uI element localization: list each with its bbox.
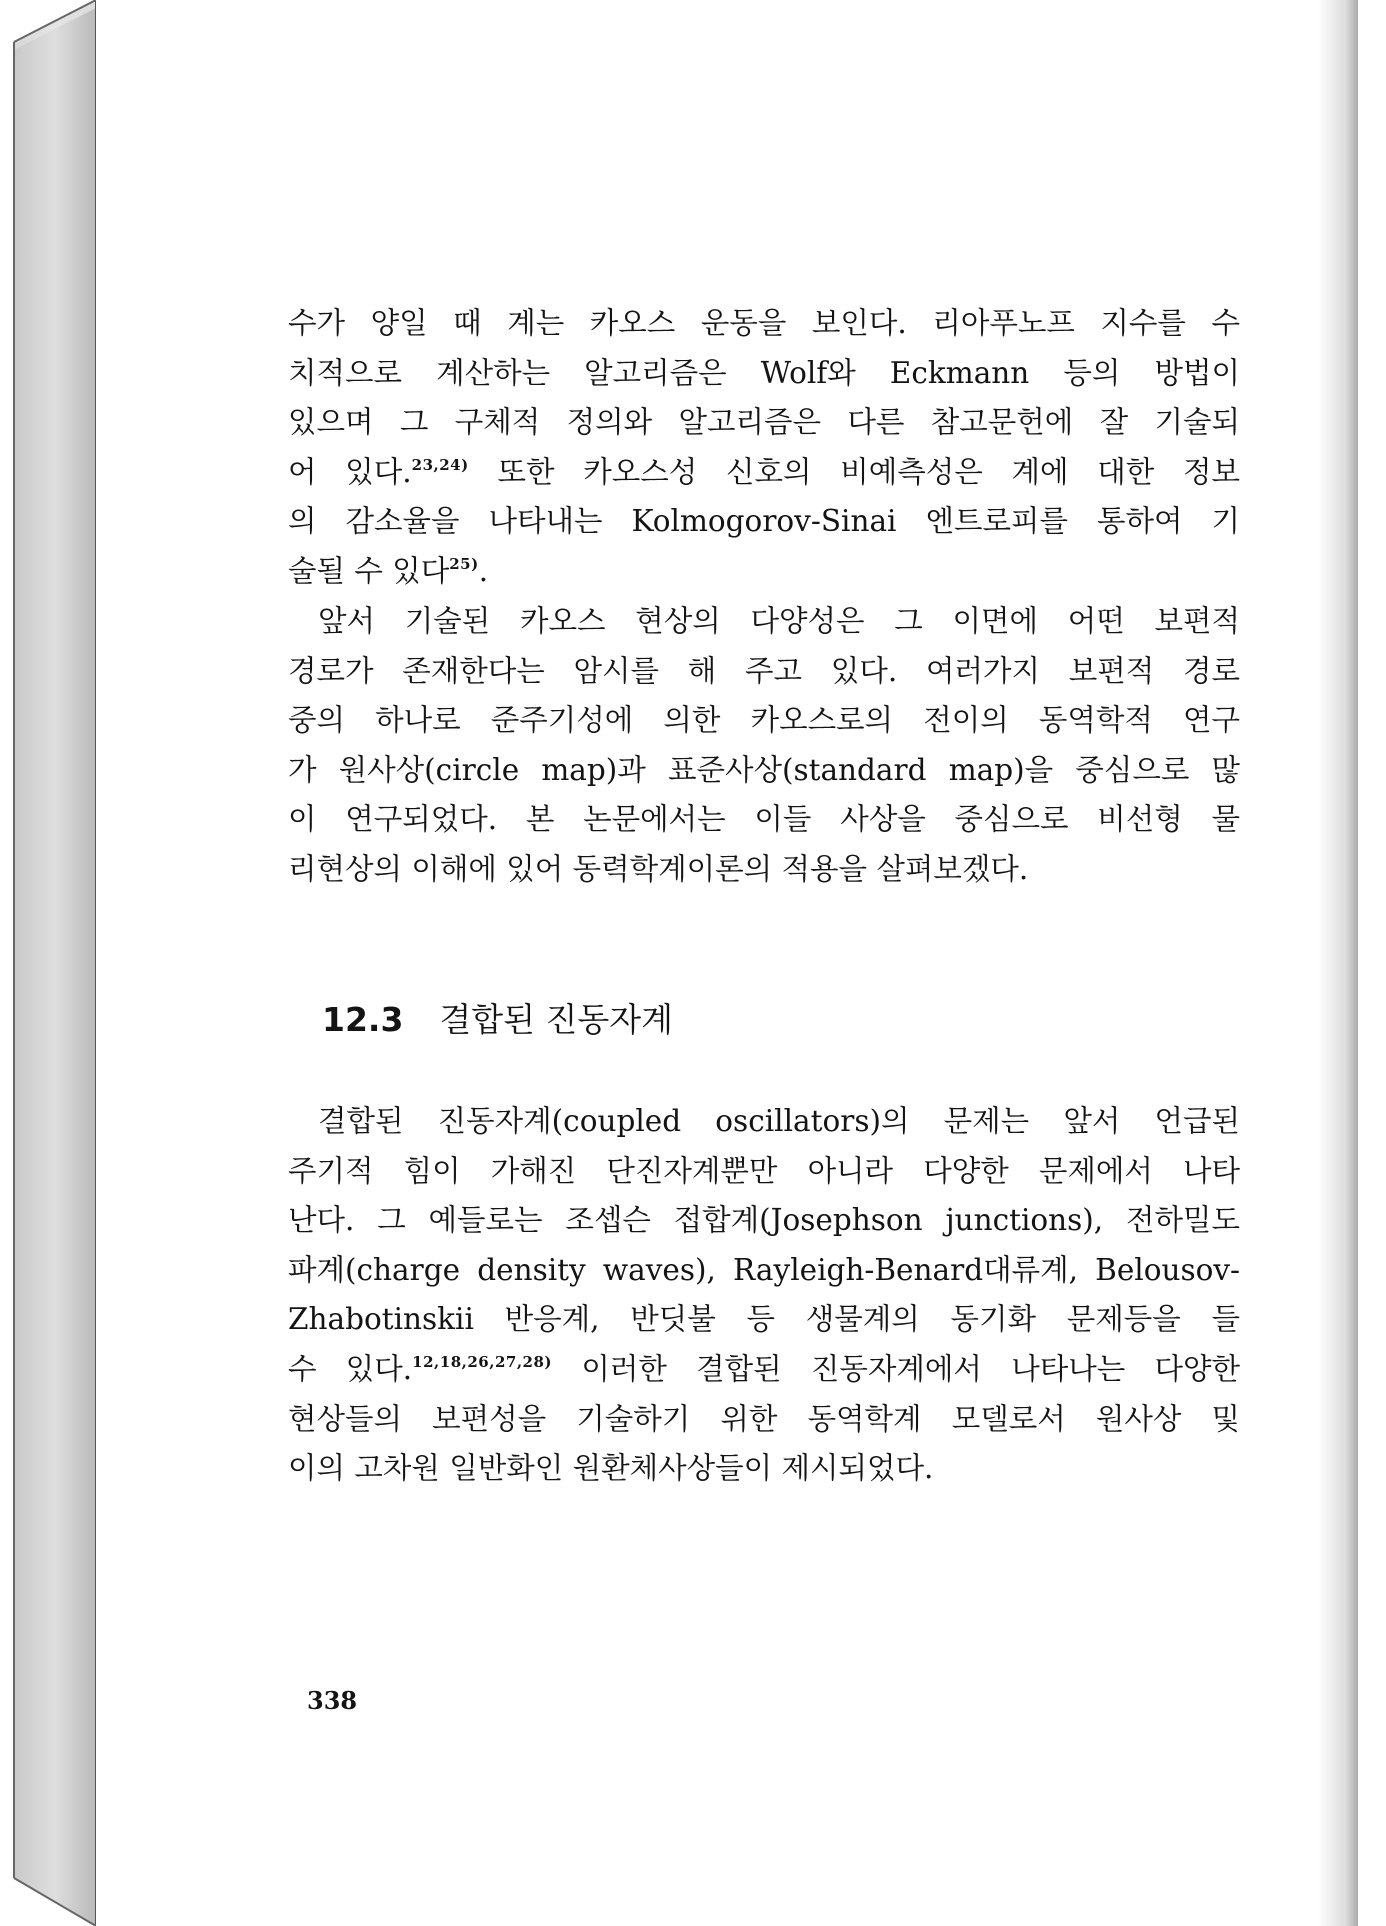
page-sheet (96, 0, 1358, 1926)
line-text: 이러한 결합된 진동자계에서 나타나는 다양한 (552, 1351, 1240, 1386)
paragraph-line (288, 547, 1240, 597)
line-text: 수 있다. (288, 1351, 413, 1386)
paragraph-line: 리현상의 이해에 있어 동력학계이론의 적용을 살펴보겠다. (288, 851, 1029, 886)
paragraph-line: Zhabotinskii 반응계, 반딧불 등 생물계의 동기화 문제등을 들 (288, 1302, 1240, 1337)
line-text: 어 있다. (288, 454, 412, 489)
paragraph-line: 의 감소율을 나타내는 Kolmogorov-Sinai 엔트로피를 통하여 기 (288, 504, 1240, 539)
paragraph-line: 있으며 그 구체적 정의와 알고리즘은 다른 참고문헌에 잘 기술되 (288, 405, 1240, 440)
body-paragraph-3 (288, 1097, 1240, 1494)
page-number: 338 (307, 1686, 358, 1715)
paragraph-line: 경로가 존재한다는 암시를 해 주고 있다. 여러가지 보편적 경로 (288, 653, 1240, 688)
paragraph-line: 현상들의 보편성을 기술하기 위한 동역학계 모델로서 원사상 및 (288, 1401, 1240, 1436)
paragraph-line: 결합된 진동자계(coupled oscillators)의 문제는 앞서 언급된 (318, 1104, 1240, 1138)
citation-marker: 23,24) (411, 455, 469, 474)
body-paragraph-2 (288, 597, 1240, 895)
line-text: 또한 카오스성 신호의 비예측성은 계에 대한 정보 (468, 454, 1240, 489)
line-text: . (478, 553, 489, 588)
paragraph-line: 앞서 기술된 카오스 현상의 다양성은 그 이면에 어떤 보편적 (318, 604, 1240, 638)
paragraph-line: 파계(charge density waves), Rayleigh-Benard대류계, Belousov- (288, 1252, 1240, 1287)
book-spine-face (14, 0, 96, 1926)
citation-marker: 12,18,26,27,28) (412, 1352, 553, 1371)
citation-marker: 25) (449, 554, 479, 573)
paragraph-line: 수가 양일 때 계는 카오스 운동을 보인다. 리아푸노프 지수를 수 (288, 306, 1240, 340)
body-paragraph-1 (288, 299, 1240, 597)
section-heading (322, 998, 673, 1042)
page-edge-shadow (1318, 0, 1358, 1926)
section-number: 12.3 (322, 1000, 404, 1039)
paragraph-line: 중의 하나로 준주기성에 의한 카오스로의 전이의 동역학적 연구 (288, 703, 1240, 738)
paragraph-line: 이 연구되었다. 본 논문에서는 이들 사상을 중심으로 비선형 물 (288, 802, 1240, 837)
paragraph-line: 치적으로 계산하는 알고리즘은 Wolf와 Eckmann 등의 방법이 (288, 355, 1240, 390)
paragraph-line: 이의 고차원 일반화인 원환체사상들이 제시되었다. (288, 1451, 934, 1486)
line-text: 술될 수 있다 (288, 553, 450, 588)
paragraph-line: 가 원사상(circle map)과 표준사상(standard map)을 중심으로 많 (288, 752, 1240, 787)
paragraph-line: 난다. 그 예들로는 조셉슨 접합계(Josephson junctions), 전하밀도 (288, 1203, 1240, 1238)
section-title: 결합된 진동자계 (439, 1000, 674, 1039)
paragraph-line: 주기적 힘이 가해진 단진자계뿐만 아니라 다양한 문제에서 나타 (288, 1153, 1240, 1188)
paragraph-line (288, 1345, 1240, 1395)
paragraph-line (288, 448, 1240, 498)
